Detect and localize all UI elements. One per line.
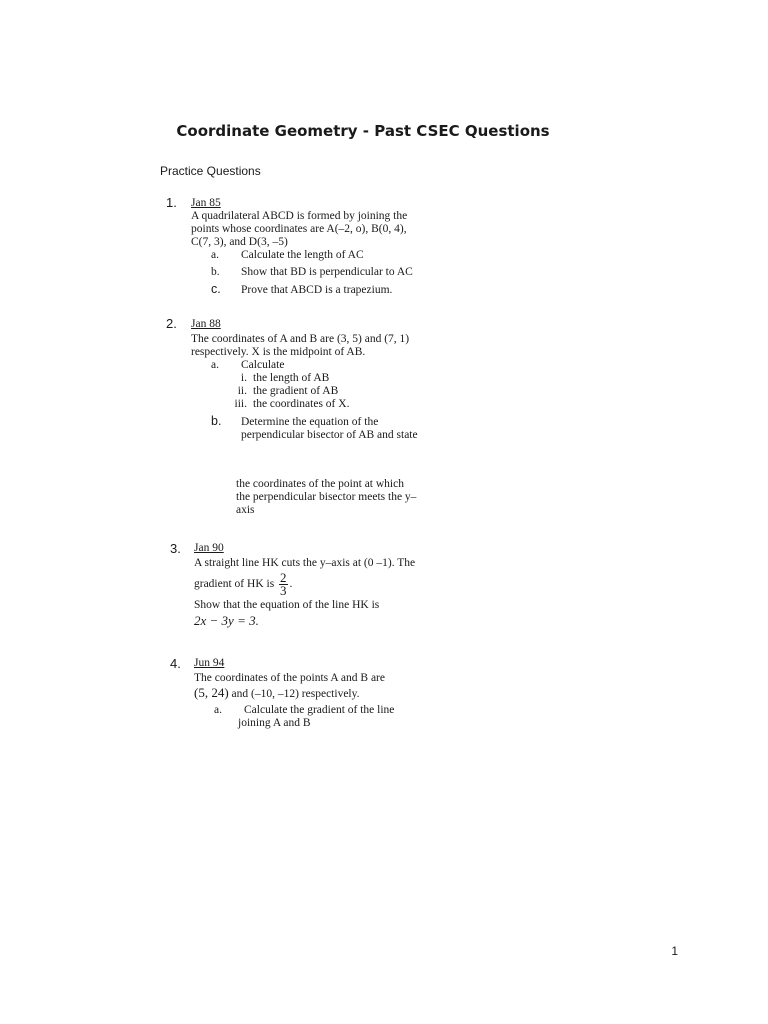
- question-4-number: 4.: [170, 656, 181, 671]
- question-3-exam: Jan 90: [194, 542, 224, 554]
- question-1-part-b: b. Show that BD is perpendicular to AC: [211, 266, 413, 278]
- question-4-line-2: (5, 24) and (–10, –12) respectively.: [194, 685, 360, 700]
- question-2-continuation-line-3: axis: [236, 504, 255, 516]
- question-4-exam: Jun 94: [194, 657, 225, 669]
- question-2-continuation-line-1: the coordinates of the point at which: [236, 478, 404, 490]
- question-1-block: [191, 197, 413, 297]
- question-4-part-a-line-2: joining A and B: [238, 717, 311, 729]
- question-2-line-2: respectively. X is the midpoint of AB.: [191, 346, 366, 358]
- question-3-number: 3.: [170, 541, 181, 556]
- question-4-part-a: a. Calculate the gradient of the line: [214, 704, 395, 716]
- question-2-block: [191, 318, 418, 442]
- question-2-part-a: a. Calculate: [211, 359, 285, 371]
- question-2-subpart-i: i. the length of AB: [240, 372, 330, 384]
- question-3-equation: 2x − 3y = 3.: [194, 613, 259, 628]
- question-3-block: [194, 542, 415, 627]
- question-2-continuation-line-2: the perpendicular bisector meets the y–: [236, 491, 417, 503]
- page-number: 1: [671, 944, 678, 958]
- question-1-line-2: points whose coordinates are A(–2, o), B(0, 4),: [191, 223, 407, 235]
- question-4-block: [194, 657, 394, 730]
- question-3-line-3: Show that the equation of the line HK is: [194, 599, 380, 611]
- question-2-subpart-ii: ii. the gradient of AB: [237, 385, 339, 397]
- question-2-part-b: b. Determine the equation of the: [211, 414, 379, 428]
- question-2-part-b-line-2: perpendicular bisector of AB and state: [241, 429, 418, 441]
- question-4-line-1: The coordinates of the points A and B are: [194, 672, 385, 684]
- question-1-line-1: A quadrilateral ABCD is formed by joining the: [191, 210, 408, 222]
- section-subtitle: Practice Questions: [160, 164, 261, 178]
- question-3-gradient-line: gradient of HK is $\frac{2}{3}$ .: [194, 570, 293, 598]
- page-title: Coordinate Geometry - Past CSEC Questions: [176, 122, 550, 140]
- question-1-number: 1.: [166, 195, 177, 210]
- question-1-line-3: C(7, 3), and D(3, –5): [191, 236, 288, 248]
- question-2-exam: Jan 88: [191, 318, 221, 330]
- question-2-line-1: The coordinates of A and B are (3, 5) and (7, 1): [191, 333, 410, 345]
- question-1-part-a: a. Calculate the length of AC: [211, 249, 364, 261]
- question-1-exam: Jan 85: [191, 197, 221, 209]
- question-2-subpart-iii: iii. the coordinates of X.: [234, 398, 350, 410]
- question-3-line-1: A straight line HK cuts the y–axis at (0 –1). The: [194, 557, 416, 569]
- gradient-fraction: $\frac{2}{3}$: [280, 570, 287, 598]
- question-2-continuation: [236, 478, 416, 517]
- question-1-part-c: c. Prove that ABCD is a trapezium.: [211, 282, 393, 296]
- question-2-number: 2.: [166, 316, 177, 331]
